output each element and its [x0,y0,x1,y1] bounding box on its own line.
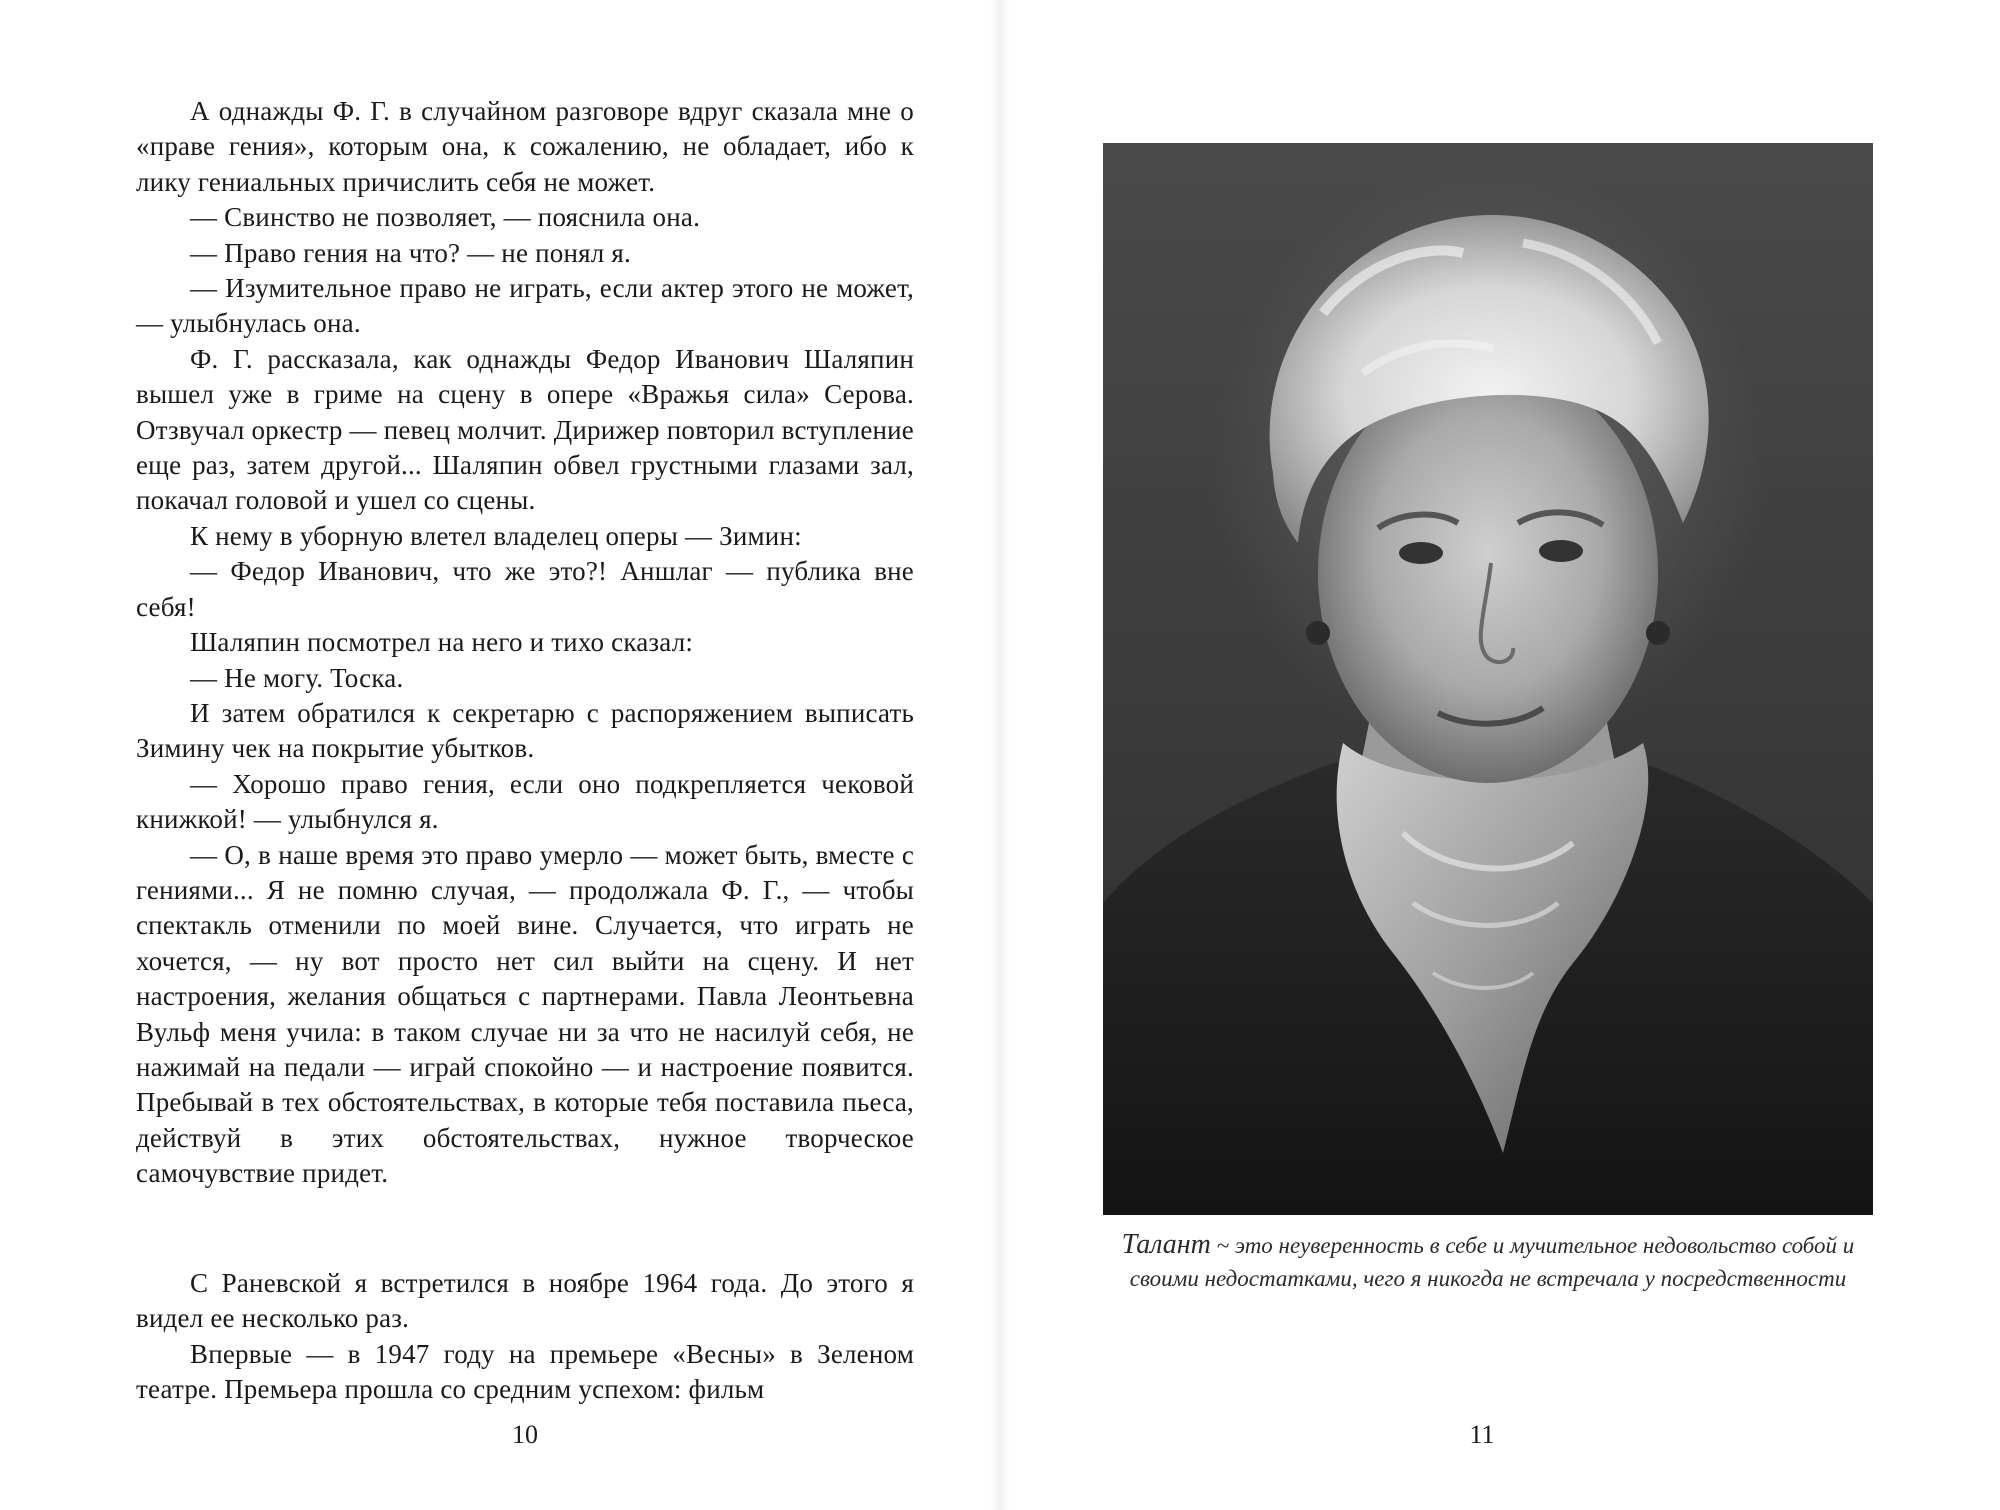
paragraph: С Раневской я встретился в ноябре 1964 года. До этого я видел ее несколько раз. [136,1268,914,1334]
paragraph: А однажды Ф. Г. в случайном разговоре вдруг сказала мне о «праве гения», которым она, к сожалению, не обладает, ибо к лику гениальных причислить себя не может. [136,96,914,197]
paragraph: — Не могу. Тоска. [190,662,404,693]
right-page [1000,0,2000,1510]
paragraph: К нему в уборную влетел владелец оперы — Зимин: [190,520,802,551]
caption-text: ~ это неуверенность в себе и мучительное недовольство собой и своими недостатками, чего я никогда не встречала у посредственности [1129,1233,1855,1291]
paragraph: — Хорошо право гения, если оно подкрепляется чековой книжкой! — улыбнулся я. [136,768,914,835]
paragraph: — Свинство не позволяет, — пояснила она. [190,202,701,233]
caption-lead: Талант [1121,1229,1211,1260]
paragraph: Впервые — в 1947 году на премьере «Весны» в Зеленом театре. Премьера прошла со средним успехом: фильм [136,1338,914,1405]
portrait-photo [1103,143,1873,1215]
paragraph: — Изумительное право не играть, если актер этого не может, — улыбнулась она. [136,273,914,339]
paragraph: Шаляпин посмотрел на него и тихо сказал: [190,627,694,658]
portrait-illustration [1103,143,1873,1215]
paragraph: И затем обратился к секретарю с распоряжением выписать Зимину чек на покрытие убытков. [136,697,914,764]
page-number: 11 [1469,1420,1495,1449]
paragraph: — О, в наше время это право умерло — может быть, вместе с гениями... Я не помню случая, — продолжала Ф. Г., — чтобы спектакль отменили по моей вине. Случается, что играть не хочется, — ну вот просто нет сил выйти на сцену. И нет настроения, желания общаться с партнерами. Павла Леонтьевна Вульф меня учила: в таком случае ни за что не насилуй себя, не нажимай на педали — играй спокойно — и настроение появится. Пребывай в тех обстоятельствах, в которые тебя поставила пьеса, действуй в этих обстоятельствах, нужное творческое самочувствие придет. [136,839,914,1189]
left-page-text-after-break [136,1266,914,1408]
paragraph: — Право гения на что? — не понял я. [190,237,631,268]
page-number: 10 [512,1420,538,1449]
photo-caption [1096,1228,1880,1295]
paragraph: Ф. Г. рассказала, как однажды Федор Иванович Шаляпин вышел уже в гриме на сцену в опере «Вражья сила» Серова. Отзвучал оркестр — певец молчит. Дирижер повторил вступление еще раз, затем другой... Шаляпин обвел грустными глазами зал, покачал головой и ушел со сцены. [136,343,914,516]
paragraph: — Федор Иванович, что же это?! Аншлаг — публика вне себя! [136,556,914,622]
left-page-text [136,94,914,1192]
